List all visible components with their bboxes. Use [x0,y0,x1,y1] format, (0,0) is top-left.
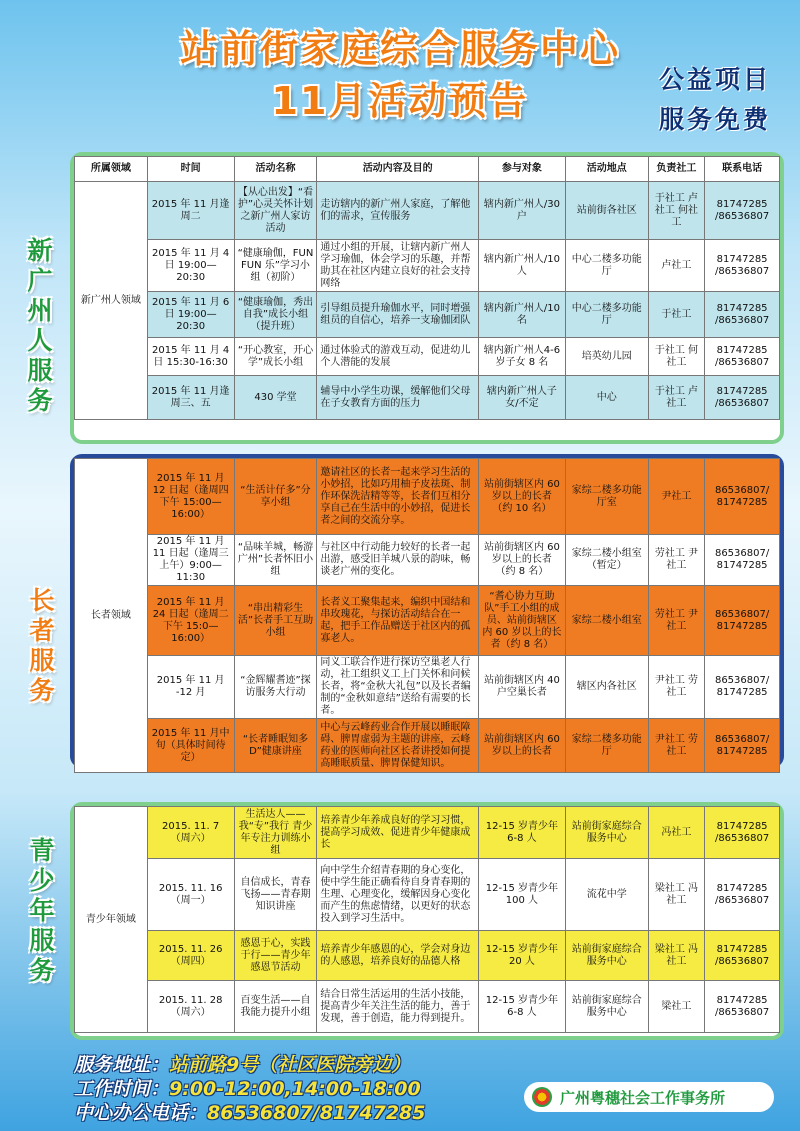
table-row [75,338,780,376]
cell-place: 站前街家庭综合服务中心 [565,981,648,1033]
footer-phone-label: 中心办公电话： [74,1102,208,1124]
cell-worker: 梁社工 冯社工 [648,931,705,981]
cell-phone: 81747285 /86536807 [705,859,780,931]
cell-time: 2015 年 11 月 12 日起（逢周四下午 15:00—16:00） [147,459,234,535]
cell-worker: 尹社工 [648,459,705,535]
cell-name: “健康瑜伽，秀出自我”成长小组（提升班） [234,292,317,338]
cell-phone: 81747285 /86536807 [705,807,780,859]
cell-time: 2015 年 11 月逢周二 [147,182,234,240]
cell-time: 2015 年 11 月 4 日 15:30-16:30 [147,338,234,376]
footer-address-value: 站前路9号（社区医院旁边） [169,1054,411,1076]
col-header: 时间 [147,157,234,182]
footer-hours [74,1074,421,1101]
cell-target: 辖内新广州人子女/不定 [478,376,565,420]
footer-phone [74,1098,425,1125]
cell-name: “开心教室，开心学”成长小组 [234,338,317,376]
cell-phone: 86536807/ 81747285 [705,719,780,773]
cell-place: 中心二楼多功能厅 [565,292,648,338]
cell-place: 中心二楼多功能厅 [565,240,648,292]
cell-target: 12-15 岁青少年 100 人 [478,859,565,931]
cell-worker: 于社工 [648,292,705,338]
table-row [75,586,780,656]
table-row [75,240,780,292]
cell-place: 家综二楼小组室 [565,586,648,656]
cell-name: “金辉耀耆迹”探访服务大行动 [234,656,317,719]
col-header: 活动内容及目的 [317,157,479,182]
table-row [75,459,780,535]
col-header: 活动名称 [234,157,317,182]
cell-worker: 卢社工 [648,240,705,292]
side-label-elderly: 长者服务 [29,586,55,705]
page-title: 站前街家庭综合服务中心 [179,27,620,71]
cell-time: 2015 年 11 月 11 日起（逢周三上午）9:00—11:30 [147,535,234,586]
cell-name: 生活达人——我“专”我行 青少年专注力训练小组 [234,807,317,859]
cell-target: 站前街辖区内 40 户空巢长者 [478,656,565,719]
cell-worker: 梁社工 冯社工 [648,859,705,931]
cell-time: 2015. 11. 7 （周六） [147,807,234,859]
table-row [75,376,780,420]
domain-cell: 长者领域 [75,459,148,773]
cell-phone: 81747285 /86536807 [705,240,780,292]
cell-worker: 冯社工 [648,807,705,859]
cell-phone: 86536807/ 81747285 [705,586,780,656]
domain-cell: 青少年领域 [75,807,148,1033]
cell-phone: 81747285 /86536807 [705,292,780,338]
cell-name: “串出精彩生活”长者手工互助小组 [234,586,317,656]
cell-target: 辖内新广州人/10 人 [478,240,565,292]
cell-time: 2015 年 11 月中旬（具体时间待定） [147,719,234,773]
cell-content: 同义工联合作进行探访空巢老人行动，社工组织义工上门关怀和问候长者，将“金秋大礼包”以及长者编制的“金秋如意结”送给有需要的长者。 [317,656,479,719]
cell-name: “健康瑜伽，FUN FUN 乐”学习小组（初阶） [234,240,317,292]
cell-worker: 于社工 卢社工 [648,376,705,420]
cell-content: 长者义工聚集起来，编织中国结和串玫瑰花，与探访活动结合在一起，把手工作品赠送于社区内的孤寡老人。 [317,586,479,656]
cell-target: 站前街辖区内 60 岁以上的长者 [478,719,565,773]
cell-place: 培英幼儿园 [565,338,648,376]
cell-target: 12-15 岁青少年 6-8 人 [478,981,565,1033]
col-header: 活动地点 [565,157,648,182]
table-row [75,719,780,773]
cell-name: 自信成长，青春飞扬——青春期知识讲座 [234,859,317,931]
badge-public-project: 公益项目 [658,65,771,94]
cell-place: 站前街各社区 [565,182,648,240]
section-elderly [70,454,784,768]
cell-worker: 于社工 卢社工 何社工 [648,182,705,240]
domain-cell: 新广州人领域 [75,182,148,420]
activity-table-youth [74,806,780,1033]
cell-place: 站前街家庭综合服务中心 [565,807,648,859]
table-row [75,182,780,240]
cell-content: 结合日常生活运用的生活小技能，提高青少年关注生活的能力，善于发现，善于创造，能力得到提升。 [317,981,479,1033]
cell-content: 辅导中小学生功课，缓解他们父母在子女教育方面的压力 [317,376,479,420]
cell-time: 2015 年 11 月 -12 月 [147,656,234,719]
cell-phone: 81747285 /86536807 [705,931,780,981]
table-row [75,931,780,981]
cell-content: 向中学生介绍青春期的身心变化，使中学生能正确看待自身青春期的生理、心理变化，缓解因身心变化而产生的焦虑情绪，以更好的状态投入到学习生活中。 [317,859,479,931]
cell-phone: 81747285 /86536807 [705,376,780,420]
cell-target: “耆心协力互助队”手工小组的成员、站前街辖区内 60 岁以上的长者（约 8 名） [478,586,565,656]
badge-free-service: 服务免费 [658,105,771,134]
cell-time: 2015. 11. 16 （周一） [147,859,234,931]
cell-target: 站前街辖区内 60 岁以上的长者（约 10 名） [478,459,565,535]
cell-target: 站前街辖区内 60 岁以上的长者（约 8 名） [478,535,565,586]
cell-content: 通过体验式的游戏互动，促进幼儿个人潜能的发展 [317,338,479,376]
table-row [75,859,780,931]
cell-place: 流花中学 [565,859,648,931]
col-header: 负责社工 [648,157,705,182]
cell-content: 引导组员提升瑜伽水平，同时增强组员的自信心，培养一支瑜伽团队 [317,292,479,338]
cell-target: 辖内新广州人/30 户 [478,182,565,240]
cell-place: 辖区内各社区 [565,656,648,719]
cell-content: 培养青少年感恩的心，学会对身边的人感恩，培养良好的品德人格 [317,931,479,981]
cell-time: 2015. 11. 26 （周四） [147,931,234,981]
page-subtitle: 11月活动预告 [271,79,529,123]
activity-table-elderly [74,458,780,773]
cell-target: 12-15 岁青少年 20 人 [478,931,565,981]
cell-content: 中心与云峰药业合作开展以睡眠障碍、脾胃虚弱为主题的讲座，云峰药业的医师向社区长者讲授如何提高睡眠质量、脾胃保健知识。 [317,719,479,773]
side-label-youth: 青少年服务 [29,836,55,985]
section-youth [70,802,784,1040]
table-row [75,292,780,338]
col-header: 联系电话 [705,157,780,182]
cell-worker: 劳社工 尹社工 [648,535,705,586]
cell-content: 邀请社区的长者一起来学习生活的小妙招，比如巧用柚子皮祛斑、制作环保洗洁精等等，长者们互相分享自己在生活中的小妙招，促进长者之间的交流分享。 [317,459,479,535]
cell-worker: 于社工 何社工 [648,338,705,376]
cell-name: 430 学堂 [234,376,317,420]
cell-time: 2015 年 11 月 6 日 19:00—20:30 [147,292,234,338]
side-label-new-cantonese: 新广州人服务 [27,236,53,415]
footer-hours-value: 9:00-12:00,14:00-18:00 [169,1078,421,1100]
footer-phone-value: 86536807/81747285 [207,1102,426,1124]
col-header: 参与对象 [478,157,565,182]
cell-worker: 尹社工 劳社工 [648,719,705,773]
cell-worker: 梁社工 [648,981,705,1033]
cell-phone: 86536807/ 81747285 [705,656,780,719]
cell-phone: 86536807/ 81747285 [705,535,780,586]
cell-phone: 81747285 /86536807 [705,981,780,1033]
cell-content: 走访辖内的新广州人家庭，了解他们的需求，宣传服务 [317,182,479,240]
cell-phone: 81747285 /86536807 [705,182,780,240]
cell-worker: 劳社工 尹社工 [648,586,705,656]
table-row [75,807,780,859]
cell-place: 家综二楼多功能厅室 [565,459,648,535]
cell-time: 2015 年 11 月逢周三、五 [147,376,234,420]
org-badge [524,1082,774,1112]
cell-place: 家综二楼多功能厅 [565,719,648,773]
cell-name: 百变生活——自我能力提升小组 [234,981,317,1033]
section-new-cantonese [70,152,784,444]
cell-phone: 86536807/ 81747285 [705,459,780,535]
cell-name: 【从心出发】“看护”心灵关怀计划之新广州人家访活动 [234,182,317,240]
table-row [75,981,780,1033]
cell-content: 通过小组的开展，让辖内新广州人学习瑜伽，体会学习的乐趣，并帮助其在社区内建立良好的社会支持网络 [317,240,479,292]
cell-name: “长者睡眠知多 D”健康讲座 [234,719,317,773]
cell-time: 2015 年 11 月 24 日起（逢周二下午 15:0—16:00） [147,586,234,656]
cell-time: 2015. 11. 28 （周六） [147,981,234,1033]
cell-content: 培养青少年养成良好的学习习惯，提高学习成效、促进青少年健康成长 [317,807,479,859]
cell-place: 站前街家庭综合服务中心 [565,931,648,981]
table-row [75,535,780,586]
activity-table-new-cantonese [74,156,780,420]
cell-content: 与社区中行动能力较好的长者一起出游，感受旧羊城八景的韵味，畅谈老广州的变化。 [317,535,479,586]
org-logo-icon [532,1087,552,1107]
cell-name: 感恩于心，实践于行——青少年感恩节活动 [234,931,317,981]
cell-name: “品味羊城，畅游广州”长者怀旧小组 [234,535,317,586]
cell-time: 2015 年 11 月 4 日 19:00—20:30 [147,240,234,292]
cell-place: 家综二楼小组室（暂定） [565,535,648,586]
col-header: 所属领域 [75,157,148,182]
cell-name: “生活计仔多”分享小组 [234,459,317,535]
cell-worker: 尹社工 劳社工 [648,656,705,719]
footer-hours-label: 工作时间： [74,1078,170,1100]
table-row [75,656,780,719]
cell-place: 中心 [565,376,648,420]
org-name: 广州粤穗社会工作事务所 [560,1088,726,1107]
cell-target: 辖内新广州人4-6 岁子女 8 名 [478,338,565,376]
footer-address [74,1050,410,1077]
cell-target: 12-15 岁青少年 6-8 人 [478,807,565,859]
footer-address-label: 服务地址： [74,1054,170,1076]
cell-phone: 81747285 /86536807 [705,338,780,376]
cell-target: 辖内新广州人/10 名 [478,292,565,338]
